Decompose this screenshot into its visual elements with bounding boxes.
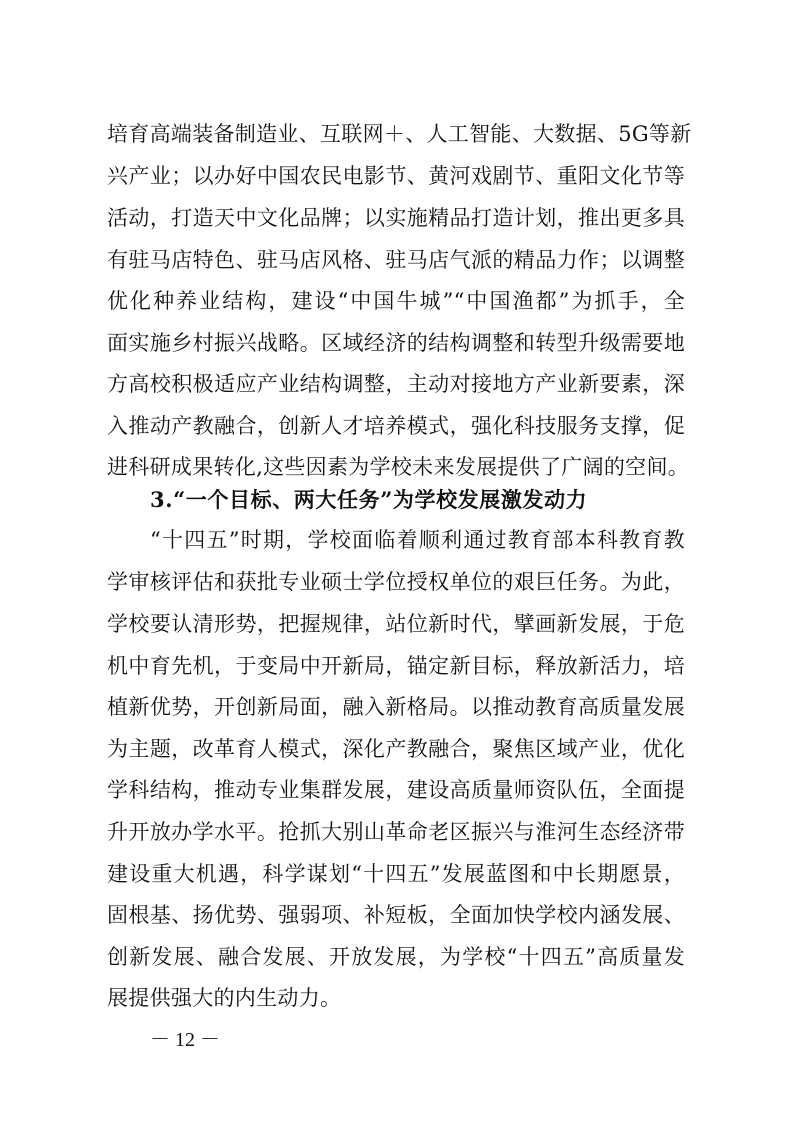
paragraph-line: 升开放办学水平。抢抓大别山革命老区振兴与淮河生态经济带 <box>107 820 685 844</box>
paragraph-line: 学校要认清形势，把握规律，站位新时代，擘画新发展，于危 <box>107 612 685 636</box>
paragraph-line: 兴产业；以办好中国农民电影节、黄河戏剧节、重阳文化节等 <box>107 164 685 188</box>
paragraph-line: 学审核评估和获批专业硕士学位授权单位的艰巨任务。为此， <box>107 570 685 594</box>
paragraph-line: 活动，打造天中文化品牌；以实施精品打造计划，推出更多具 <box>107 206 685 230</box>
section-heading: 3.“一个目标、两大任务”为学校发展激发动力 <box>150 487 588 512</box>
paragraph-line: 展提供强大的内生动力。 <box>107 986 342 1010</box>
paragraph-line: 建设重大机遇，科学谋划“十四五”发展蓝图和中长期愿景， <box>107 862 685 886</box>
paragraph-line: 入推动产教融合，创新人才培养模式，强化科技服务支撑，促 <box>107 414 685 438</box>
paragraph-line: 为主题，改革育人模式，深化产教融合，聚焦区域产业，优化 <box>107 737 685 761</box>
paragraph-line: 培育高端装备制造业、互联网＋、人工智能、大数据、5G等新 <box>107 122 692 146</box>
paragraph-line: 植新优势，开创新局面，融入新格局。以推动教育高质量发展 <box>107 695 685 719</box>
paragraph-line: 进科研成果转化,这些因素为学校未来发展提供了广阔的空间。 <box>107 455 690 479</box>
paragraph-line: 学科结构，推动专业集群发展，建设高质量师资队伍，全面提 <box>107 778 685 802</box>
paragraph-line: 有驻马店特色、驻马店风格、驻马店气派的精品力作；以调整 <box>107 248 685 272</box>
paragraph-line: 方高校积极适应产业结构调整，主动对接地方产业新要素，深 <box>107 372 685 396</box>
page-number: － 12 － <box>150 1029 220 1051</box>
paragraph-line: 机中育先机，于变局中开新局，锚定新目标，释放新活力，培 <box>107 654 685 678</box>
paragraph-line: “十四五”时期，学校面临着顺利通过教育部本科教育教 <box>150 528 685 552</box>
paragraph-line: 优化种养业结构，建设“中国牛城”“中国渔都”为抓手，全 <box>107 289 685 313</box>
paragraph-line: 创新发展、融合发展、开放发展，为学校“十四五”高质量发 <box>107 945 685 969</box>
paragraph-line: 固根基、扬优势、强弱项、补短板，全面加快学校内涵发展、 <box>107 903 685 927</box>
paragraph-line: 面实施乡村振兴战略。区域经济的结构调整和转型升级需要地 <box>107 331 685 355</box>
